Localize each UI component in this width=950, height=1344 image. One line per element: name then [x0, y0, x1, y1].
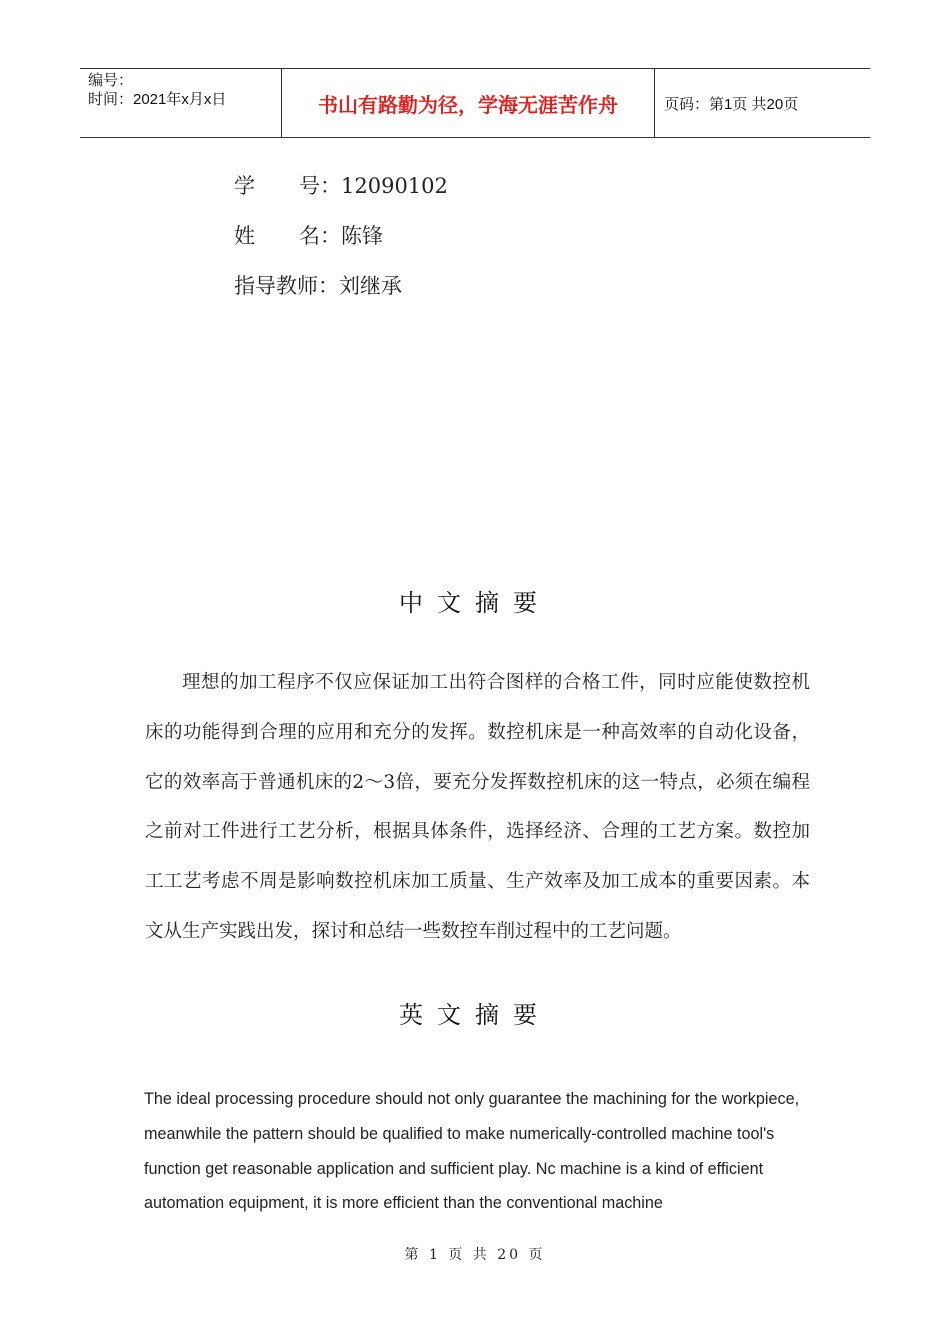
student-name-value: 陈锋	[341, 224, 383, 248]
advisor-row	[234, 270, 402, 300]
header-motto: 书山有路勤为径，学海无涯苦作舟	[318, 92, 618, 117]
student-name-label-a: 姓	[234, 224, 255, 248]
student-name-label-b: 名：	[299, 224, 341, 248]
advisor-label: 指导教师：	[234, 274, 339, 298]
header-left	[88, 71, 278, 109]
student-id-label-b: 号：	[299, 174, 341, 198]
student-id-row	[234, 170, 448, 200]
abstract-cn-text: 理想的加工程序不仅应保证加工出符合图样的合格工件，同时应能使数控机床的功能得到合理的应用和充分的发挥。数控机床是一种高效率的自动化设备，它的效率高于普通机床的2～3倍，要充分发挥数控机床的这一特点，必须在编程之前对工件进行工艺分析，根据具体条件，选择经济、合理的工艺方案。数控加工工艺考虑不周是影响数控机床加工质量、生产效率及加工成本的重要因素。本文从生产实践出发，探讨和总结一些数控车削过程中的工艺问题。	[145, 672, 810, 942]
abstract-cn-title: 中文摘要	[399, 589, 551, 617]
number-label: 编号：	[88, 72, 134, 89]
advisor-value: 刘继承	[339, 274, 402, 298]
student-id-value: 12090102	[341, 174, 448, 198]
header-page-info: 页码：第1页 共20页	[664, 95, 799, 113]
abstract-en-title: 英文摘要	[399, 1001, 551, 1029]
page-header	[80, 68, 870, 138]
time-label: 时间：2021年x月x日	[88, 91, 227, 108]
student-id-label-a: 学	[234, 174, 255, 198]
page-footer: 第 1 页 共 20 页	[404, 1247, 546, 1263]
abstract-en-text: The ideal processing procedure should not only guarantee the machining for the workpiece, meanwhile the pattern should be qualified to make numerically-controlled machine tool's function get reasonable application and sufficient play. Nc machine is a kind of efficient automation equipment, it is more efficient than the conventional machine	[144, 1090, 800, 1213]
header-divider	[654, 69, 655, 137]
student-name-row	[234, 220, 383, 250]
